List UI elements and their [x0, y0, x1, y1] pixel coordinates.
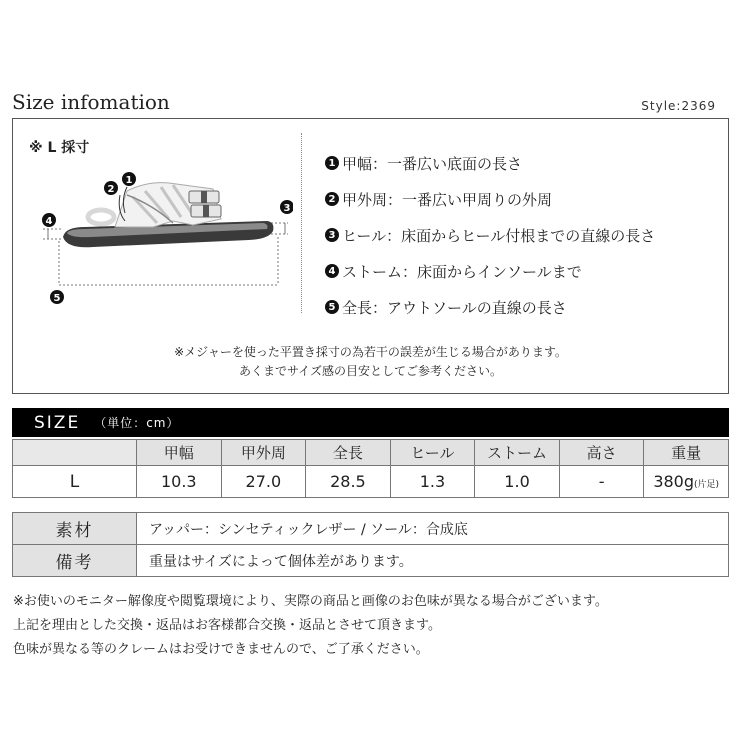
remarks-label: 備考 — [13, 545, 137, 577]
svg-text:4: 4 — [45, 216, 53, 227]
value-cell: 1.0 — [475, 466, 560, 498]
svg-text:1: 1 — [125, 175, 133, 186]
measurement-box — [12, 118, 729, 394]
column-header: ストーム — [475, 440, 560, 466]
number-badge: 4 — [325, 264, 339, 278]
footnotes — [13, 590, 608, 662]
sandal-buckle — [203, 205, 209, 217]
weight-cell — [644, 466, 729, 498]
svg-text:2: 2 — [107, 184, 115, 195]
column-header: 高さ — [559, 440, 644, 466]
measurement-note-line1: ※メジャーを使った平置き採寸の為若干の誤差が生じる場合があります。 — [174, 345, 567, 359]
weight-note: (片足) — [694, 480, 720, 490]
column-header: ヒール — [390, 440, 475, 466]
diagram-marker-4 — [42, 213, 56, 227]
measurement-item — [325, 253, 655, 289]
remarks-value: 重量はサイズによって個体差があります。 — [137, 545, 729, 577]
size-cell: L — [13, 466, 137, 498]
footnote-line: 上記を理由とした交換・返品はお客様都合交換・返品とさせて頂きます。 — [13, 618, 441, 633]
column-header: 甲幅 — [137, 440, 222, 466]
table-corner-cell — [13, 440, 137, 466]
page-title: Size infomation — [12, 90, 170, 114]
measurement-item — [325, 145, 655, 181]
table-row — [13, 466, 729, 498]
weight-value: 380g — [653, 472, 695, 491]
material-label: 素材 — [13, 513, 137, 545]
sandal-buckle — [201, 191, 207, 203]
measurement-note-line2: あくまでサイズ感の目安としてご参考ください。 — [238, 364, 503, 378]
number-badge: 2 — [325, 192, 339, 206]
column-header: 全長 — [306, 440, 391, 466]
measurement-text: ストーム：床面からインソールまで — [342, 262, 582, 281]
size-section-bar — [12, 408, 729, 437]
diagram-marker-1 — [122, 172, 136, 186]
column-header: 重量 — [644, 440, 729, 466]
diagram-marker-5 — [50, 290, 64, 304]
footnote-line: ※お使いのモニター解像度や閲覧環境により、実際の商品と画像のお色味が異なる場合がございます。 — [13, 594, 608, 609]
vertical-divider — [301, 133, 302, 313]
value-cell: 28.5 — [306, 466, 391, 498]
sandal-toe-loop — [88, 210, 114, 224]
value-cell: 27.0 — [221, 466, 306, 498]
size-table — [12, 439, 729, 498]
measurement-item — [325, 217, 655, 253]
value-cell: - — [559, 466, 644, 498]
number-badge: 1 — [325, 156, 339, 170]
svg-text:5: 5 — [53, 293, 61, 304]
table-row — [13, 545, 729, 577]
number-badge: 3 — [325, 228, 339, 242]
sandal-diagram — [23, 161, 293, 311]
measurement-item — [325, 289, 655, 325]
svg-text:3: 3 — [283, 203, 291, 214]
value-cell: 1.3 — [390, 466, 475, 498]
size-unit-label: （単位：cm） — [94, 416, 180, 430]
footnote-line: 色味が異なる等のクレームはお受けできませんので、ご了承ください。 — [13, 642, 429, 657]
size-table-header-row — [13, 440, 729, 466]
table-row — [13, 513, 729, 545]
info-table — [12, 512, 729, 577]
diagram-marker-2 — [104, 181, 118, 195]
sample-size-label: ※ L 採寸 — [29, 140, 90, 156]
number-badge: 5 — [325, 300, 339, 314]
measurement-text: 甲外周：一番広い甲周りの外周 — [342, 190, 553, 209]
value-cell: 10.3 — [137, 466, 222, 498]
material-value: アッパー：シンセティックレザー / ソール：合成底 — [137, 513, 729, 545]
measurement-text: ヒール：床面からヒール付根までの直線の長さ — [342, 226, 656, 245]
style-code: Style:2369 — [641, 99, 716, 113]
measurement-item — [325, 181, 655, 217]
column-header: 甲外周 — [221, 440, 306, 466]
size-section-title: SIZE — [34, 412, 81, 433]
measurement-text: 甲幅：一番広い底面の長さ — [342, 154, 523, 173]
diagram-marker-3 — [280, 200, 293, 214]
measurement-list — [325, 145, 655, 325]
measurement-text: 全長：アウトソールの直線の長さ — [342, 298, 567, 317]
